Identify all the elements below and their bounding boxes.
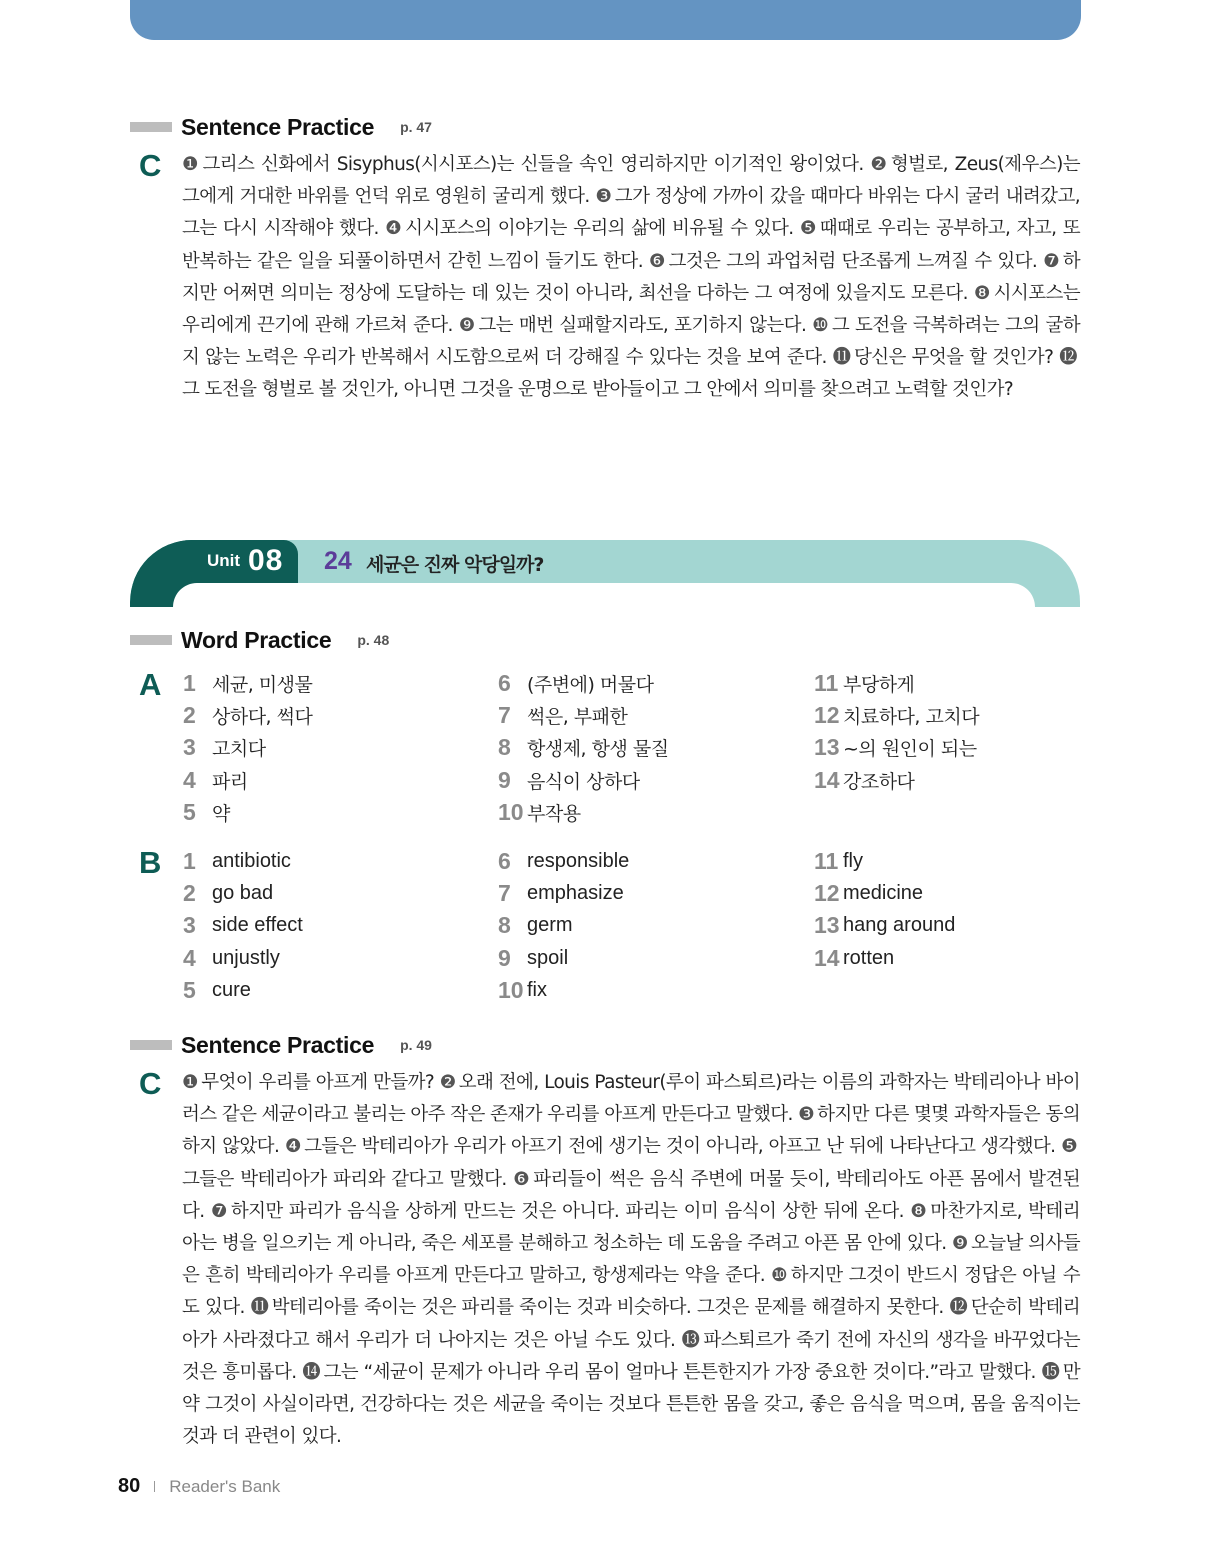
item-number: 4	[183, 944, 196, 971]
sentence-text: 그들은 박테리아가 우리가 아프기 전에 생기는 것이 아니라, 아프고 난 뒤에 나타난다고 생각했다.	[304, 1136, 1056, 1158]
sentence	[182, 1072, 434, 1093]
sentence-text: 그는 “세균이 문제가 아니라 우리 몸이 얼마나 튼튼한지가 가장 중요한 것이다.”라고 말했다.	[323, 1361, 1036, 1383]
sentence	[302, 1362, 1036, 1383]
item-number: 13	[814, 734, 840, 761]
item-number: 1	[183, 669, 196, 696]
exercise-letter: C	[139, 148, 162, 183]
unit-label: Unit	[207, 551, 241, 570]
word-item	[183, 974, 303, 1006]
sentence-number-marker: ❿	[812, 315, 829, 337]
section-bar	[130, 635, 172, 645]
item-number: 12	[814, 701, 840, 728]
sentence-text: 당신은 무엇을 할 것인가?	[853, 347, 1054, 369]
word-item	[498, 877, 629, 909]
word-column	[498, 667, 669, 828]
exercise-letter: A	[139, 667, 162, 702]
word-item	[498, 732, 669, 764]
section-title: Sentence Practice	[181, 113, 375, 140]
sentence	[211, 1201, 904, 1222]
sentence-number-marker: ⓬	[1059, 347, 1077, 369]
header-bar	[130, 0, 1081, 40]
sentence-text: 박테리아를 죽이는 것은 파리를 죽이는 것과 비슷하다. 그것은 문제를 해결하지 못한다.	[271, 1297, 944, 1319]
word-item	[498, 699, 669, 731]
item-answer: side effect	[212, 914, 303, 937]
sentence-number-marker: ⓭	[681, 1329, 701, 1351]
sentence-number-marker: ❷	[870, 154, 888, 175]
item-number: 11	[814, 669, 839, 696]
sentence-text: 단순히 박테리아가 사라졌다고 해서 우리가 더 나아지는 것은 아닐 수도 있다.	[182, 1297, 1080, 1351]
item-number: 3	[183, 912, 196, 939]
item-answer: 약	[212, 802, 230, 825]
word-item	[498, 974, 629, 1006]
sentence-text: 시시포스는 우리에게 끈기에 관해 가르쳐 준다.	[182, 282, 1081, 337]
word-column	[498, 845, 629, 1006]
word-item	[814, 942, 955, 974]
sentence-text: 하지만 그것이 반드시 정답은 아닐 수도 있다.	[182, 1265, 1080, 1319]
item-answer: go bad	[212, 881, 274, 904]
unit-number: 08	[248, 544, 284, 577]
sentence-number-marker: ❺	[799, 218, 817, 240]
sentence-text: 마찬가지로, 박테리아는 병을 일으키는 게 아니라, 죽은 세포를 분해하고 청소하는 데 도움을 주려고 아픈 몸 안에 있다.	[182, 1200, 1080, 1255]
section-header	[130, 625, 389, 655]
section-bar	[130, 122, 172, 132]
item-answer: 치료하다, 고치다	[843, 705, 980, 728]
word-item	[814, 699, 979, 731]
exercise-letter: C	[139, 1066, 162, 1101]
exercise-letter: B	[139, 845, 162, 880]
item-answer: cure	[212, 978, 251, 1001]
footer-divider	[154, 1481, 155, 1492]
word-column	[183, 667, 312, 828]
sentence-number-marker: ❶	[182, 1072, 199, 1093]
sentence-text: 하지만 파리가 음식을 상하게 만드는 것은 아니다. 파리는 이미 음식이 상한 뒤에 온다.	[230, 1200, 904, 1222]
sentence-number-marker: ❹	[284, 1136, 302, 1158]
item-number: 2	[183, 701, 196, 728]
sentence-text: 그는 매번 실패할지라도, 포기하지 않는다.	[478, 315, 807, 337]
sentence-text: 그리스 신화에서 Sisyphus(시시포스)는 신들을 속인 영리하지만 이기적인 왕이었다.	[202, 154, 864, 175]
sentence-number-marker: ⓯	[1041, 1361, 1060, 1383]
sentence-text: 그것은 그의 과업처럼 단조롭게 느껴질 수 있다.	[668, 250, 1038, 272]
word-item	[183, 942, 303, 974]
item-number: 12	[814, 879, 840, 906]
sentence-number-marker: ❽	[910, 1200, 928, 1222]
page-number: 80	[118, 1475, 141, 1497]
sentence-text: 그가 정상에 가까이 갔을 때마다 바위는 다시 굴러 내려갔고, 그는 다시 시작해야 했다.	[182, 186, 1080, 240]
section-bar	[130, 1040, 172, 1050]
word-item	[814, 845, 955, 877]
word-item	[498, 910, 629, 942]
sentence-text: 그 도전을 극복하려는 그의 굴하지 않는 노력은 우리가 반복해서 시도함으로써 더 강해질 수 있다는 것을 보여 준다.	[182, 315, 1081, 369]
sentence-number-marker: ❹	[385, 218, 403, 240]
item-number: 13	[814, 912, 840, 939]
word-item	[498, 796, 669, 828]
item-number: 1	[183, 847, 196, 874]
word-column	[183, 845, 303, 1006]
sentence-text: 무엇이 우리를 아프게 만들까?	[201, 1072, 435, 1093]
word-item	[183, 796, 312, 828]
item-number: 4	[183, 766, 196, 793]
sentence-number-marker: ⓫	[250, 1297, 269, 1319]
sentence-number-marker: ❸	[595, 186, 612, 208]
item-number: 6	[498, 847, 511, 874]
section-title: Word Practice	[181, 626, 332, 653]
section-header	[130, 112, 432, 142]
item-number: 2	[183, 879, 196, 906]
item-number: 11	[814, 847, 839, 874]
sentence-text: 만약 그것이 사실이라면, 건강하다는 것은 세균을 죽이는 것보다 튼튼한 몸을 갖고, 좋은 음식을 먹으며, 몸을 움직이는 것과 더 관련이 있다.	[182, 1361, 1080, 1448]
lesson-number: 24	[324, 547, 352, 575]
lesson-title: 세균은 진짜 악당일까?	[366, 554, 544, 576]
item-number: 10	[498, 976, 524, 1003]
item-answer: emphasize	[527, 881, 624, 904]
sentence-number-marker: ❾	[458, 315, 476, 337]
item-number: 14	[814, 766, 840, 793]
sentence-number-marker: ❸	[798, 1104, 815, 1126]
word-item	[498, 764, 669, 796]
sentence-text: 시시포스의 이야기는 우리의 삶에 비유될 수 있다.	[405, 218, 794, 240]
word-column	[814, 845, 955, 974]
sentence	[285, 1136, 1056, 1157]
sentence-number-marker: ⓫	[832, 347, 851, 369]
item-answer: antibiotic	[212, 849, 291, 872]
word-item	[183, 667, 312, 699]
word-item	[183, 732, 312, 764]
sentence-number-marker: ❺	[1061, 1136, 1077, 1158]
sentence-text: 파스퇴르가 죽기 전에 자신의 생각을 바꾸었다는 것은 흥미롭다.	[182, 1329, 1081, 1383]
section-title: Sentence Practice	[181, 1031, 375, 1058]
item-answer: 항생제, 항생 물질	[527, 738, 669, 761]
unit-banner	[130, 540, 1080, 607]
sentence-number-marker: ❼	[210, 1200, 228, 1222]
section-page-ref: p. 49	[400, 1037, 432, 1053]
item-answer: 강조하다	[843, 770, 915, 793]
item-number: 9	[498, 766, 511, 793]
sentence-number-marker: ❼	[1043, 250, 1060, 272]
sentence	[833, 347, 1054, 368]
item-answer: fly	[843, 849, 863, 872]
item-number: 7	[498, 701, 511, 728]
item-answer: responsible	[527, 849, 630, 872]
item-answer: 파리	[212, 770, 248, 793]
word-item	[814, 910, 955, 942]
word-item	[183, 877, 303, 909]
sentence-text: 하지만 다른 몇몇 과학자들은 동의하지 않았다.	[182, 1104, 1081, 1158]
sentence-text: 파리들이 썩은 음식 주변에 머물 듯이, 박테리아도 아픈 몸에서 발견된다.	[182, 1168, 1080, 1222]
item-answer: unjustly	[212, 946, 280, 969]
sentence-text: 그들은 박테리아가 파리와 같다고 말했다.	[182, 1168, 507, 1190]
sentence	[250, 1297, 943, 1318]
sentence-number-marker: ⓬	[949, 1297, 968, 1319]
sentence-paragraph	[182, 149, 1080, 407]
item-answer: 부작용	[527, 802, 581, 825]
item-answer: ~의 원인이 되는	[843, 738, 977, 761]
word-item	[183, 845, 303, 877]
sentence-number-marker: ❷	[439, 1072, 456, 1093]
item-answer: (주변에) 머물다	[527, 673, 654, 696]
item-number: 7	[498, 879, 511, 906]
item-answer: 고치다	[212, 738, 266, 761]
item-answer: 상하다, 썩다	[212, 705, 313, 728]
sentence-text: 때때로 우리는 공부하고, 자고, 또 반복하는 같은 일을 되풀이하면서 갇힌 느낌이 들기도 한다.	[182, 218, 1080, 272]
word-item	[814, 667, 979, 699]
sentence-paragraph	[182, 1067, 1080, 1453]
item-answer: 음식이 상하다	[527, 770, 640, 793]
sentence-text: 오래 전에, Louis Pasteur(루이 파스퇴르)라는 이름의 과학자는 박테리아나 바이러스 같은 세균이라고 불리는 아주 작은 존재가 우리를 아프게 만든다고 말했다.	[182, 1072, 1080, 1126]
sentence	[459, 315, 807, 336]
sentence-number-marker: ❾	[951, 1233, 968, 1255]
sentence-text: 오늘날 의사들은 흔히 박테리아가 우리를 아프게 만든다고 말하고, 항생제라는 약을 준다.	[182, 1233, 1080, 1287]
sentence-number-marker: ❶	[182, 154, 200, 175]
sentence-number-marker: ⓮	[302, 1361, 321, 1383]
word-item	[814, 732, 979, 764]
word-item	[814, 877, 955, 909]
footer	[118, 1475, 280, 1498]
sentence	[649, 251, 1037, 272]
item-number: 10	[498, 798, 524, 825]
sentence-text: 하지만 어쩌면 의미는 정상에 도달하는 데 있는 것이 아니라, 최선을 다하는 그 여정에 있을지도 모른다.	[182, 250, 1080, 304]
book-title: Reader's Bank	[169, 1476, 281, 1496]
item-number: 9	[498, 944, 511, 971]
word-item	[498, 667, 669, 699]
item-number: 5	[183, 798, 196, 825]
item-number: 5	[183, 976, 196, 1003]
word-item	[814, 764, 979, 796]
sentence-number-marker: ❽	[973, 282, 991, 304]
item-number: 6	[498, 669, 511, 696]
sentence-number-marker: ❿	[771, 1265, 788, 1287]
item-answer: 세균, 미생물	[212, 673, 313, 696]
item-number: 8	[498, 734, 511, 761]
item-answer: medicine	[843, 881, 924, 904]
word-column	[814, 667, 979, 796]
word-item	[183, 764, 312, 796]
banner-inner	[173, 583, 1035, 607]
item-answer: spoil	[527, 946, 569, 969]
sentence	[385, 218, 793, 239]
word-item	[183, 699, 312, 731]
sentence	[182, 154, 864, 175]
sentence-text: 형벌로, Zeus(제우스)는 그에게 거대한 바위를 언덕 위로 영원히 굴리게 했다.	[182, 154, 1080, 208]
word-item	[498, 845, 629, 877]
item-answer: fix	[527, 978, 547, 1001]
item-answer: 썩은, 부패한	[527, 705, 628, 728]
item-number: 8	[498, 912, 511, 939]
word-item	[183, 910, 303, 942]
item-answer: rotten	[843, 946, 895, 969]
word-item	[498, 942, 629, 974]
item-answer: 부당하게	[843, 673, 915, 696]
sentence-number-marker: ❻	[513, 1168, 531, 1190]
item-answer: germ	[527, 914, 573, 937]
sentence-number-marker: ❻	[648, 250, 666, 272]
sentence-text: 그 도전을 형벌로 볼 것인가, 아니면 그것을 운명으로 받아들이고 그 안에서 의미를 찾으려고 노력할 것인가?	[182, 379, 1014, 401]
section-page-ref: p. 47	[400, 119, 432, 135]
section-page-ref: p. 48	[357, 632, 390, 648]
item-answer: hang around	[843, 914, 956, 937]
item-number: 3	[183, 734, 196, 761]
section-header	[130, 1030, 432, 1060]
item-number: 14	[814, 944, 840, 971]
